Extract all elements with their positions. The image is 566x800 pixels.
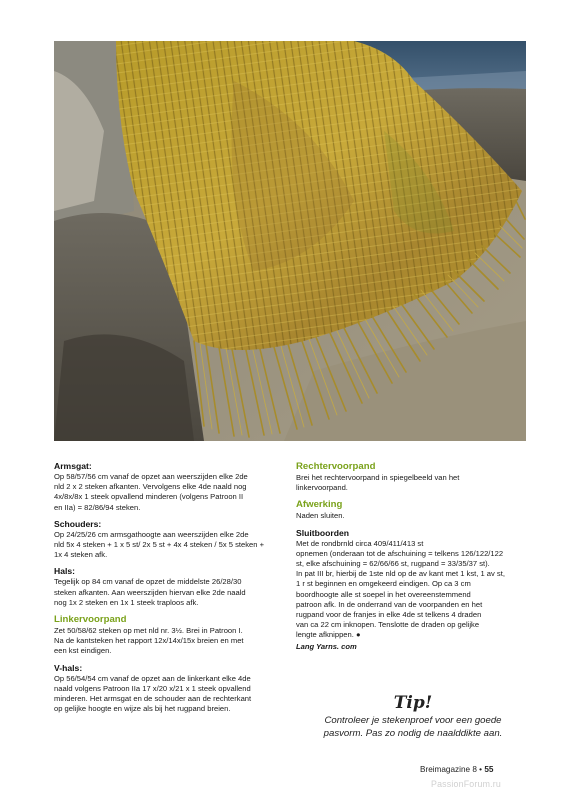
yarn-credit: Lang Yarns. com — [296, 641, 357, 651]
section-text: Op 24/25/26 cm armsgathoogte aan weerszijden elke 2de nld 5x 4 steken + 1 x 5 st/ 2x 5 st + 4x 4 steken / 5x 5 steken + 1x 4 steken afk. — [54, 529, 265, 560]
section-text: Op 56/54/54 cm vanaf de opzet aan de linkerkant elke 4de naald volgens Patroon IIa 17 x/20 x/21 x 1 steek opvallend minderen. Het armsgat en de schouder aan de rechterkant op gelijke hoogte en wijze als bij het rugpand breien. — [54, 673, 252, 714]
section-heading: Schouders: — [54, 518, 102, 529]
section-heading: Armsgat: — [54, 461, 92, 471]
tip-box — [300, 693, 526, 740]
section-text: Brei het rechtervoorpand in spiegelbeeld van het linkervoorpand. — [296, 473, 460, 493]
watermark: PassionForum.ru — [431, 779, 501, 789]
right-column — [296, 461, 526, 658]
footer-bullet: • — [479, 765, 483, 774]
section-hals — [54, 566, 284, 608]
tip-text: Controleer je stekenproef voor een goede pasvorm. Pas zo nodig de naalddikte aan. — [323, 715, 503, 739]
magazine-name: Breimagazine 8 — [420, 765, 477, 774]
section-sluitboorden — [296, 528, 526, 652]
section-v-hals — [54, 663, 284, 715]
section-heading: Hals: — [54, 566, 76, 577]
knitted-shawl-photo — [54, 41, 526, 441]
left-column — [54, 461, 284, 720]
section-heading: V-hals: — [54, 662, 83, 673]
section-rechtervoorpand — [296, 461, 526, 493]
section-armsgat — [54, 461, 284, 513]
section-afwerking — [296, 499, 526, 521]
section-heading: Rechtervoorpand — [296, 461, 376, 472]
section-schouders — [54, 519, 284, 561]
section-heading: Linkervoorpand — [54, 614, 127, 626]
section-heading: Afwerking — [296, 499, 343, 511]
page-footer — [420, 765, 493, 774]
section-text: Met de rondbrnld circa 409/411/413 st opnemen (onderaan tot de afschuining = telkens 126/122/122 st, elke afschuining = 62/66/66 st, rugpand = 33/35/37 st). In pat III br, hierbij de 1ste nld op de av kant met 1 kst, 1 av st, 1 r st beginnen en omgekeerd eindigen. Op ca 3 cm boordhoogte alle st soepel in het overeenstemmend patroon afk. In de onderrand van de voorpanden en het rugpand voor de franjes in elke 4de st telkens 4 draden van ca 22 cm inknopen. Tenslotte de draden op gelijke lengte afknippen. ● — [296, 538, 505, 640]
tip-title: Tip! — [393, 693, 433, 713]
page-number: 55 — [484, 765, 494, 774]
section-heading: Sluitboorden — [296, 527, 349, 538]
section-text: Zet 50/58/62 steken op met nld nr. 3½. Brei in Patroon I. Na de kantsteken het rapport 12x/14x/15x breien en met een kst eindigen. — [54, 626, 244, 656]
section-text: Tegelijk op 84 cm vanaf de opzet de middelste 26/28/30 steken afkanten. Aan weerszijden hiervan elke 2de naald nog 1x 2 steken en 1x 1 steek traploos afk. — [54, 577, 246, 607]
section-text: Op 58/57/56 cm vanaf de opzet aan weerszijden elke 2de nld 2 x 2 steken afkanten. Vervolgens elke 4de naald nog 4x/8x/8x 1 steek opvallend minderen (volgens Patroon II en IIa) = 82/86/94 steken. — [54, 472, 248, 512]
section-text: Naden sluiten. — [296, 511, 345, 521]
section-linkervoorpand — [54, 614, 284, 657]
